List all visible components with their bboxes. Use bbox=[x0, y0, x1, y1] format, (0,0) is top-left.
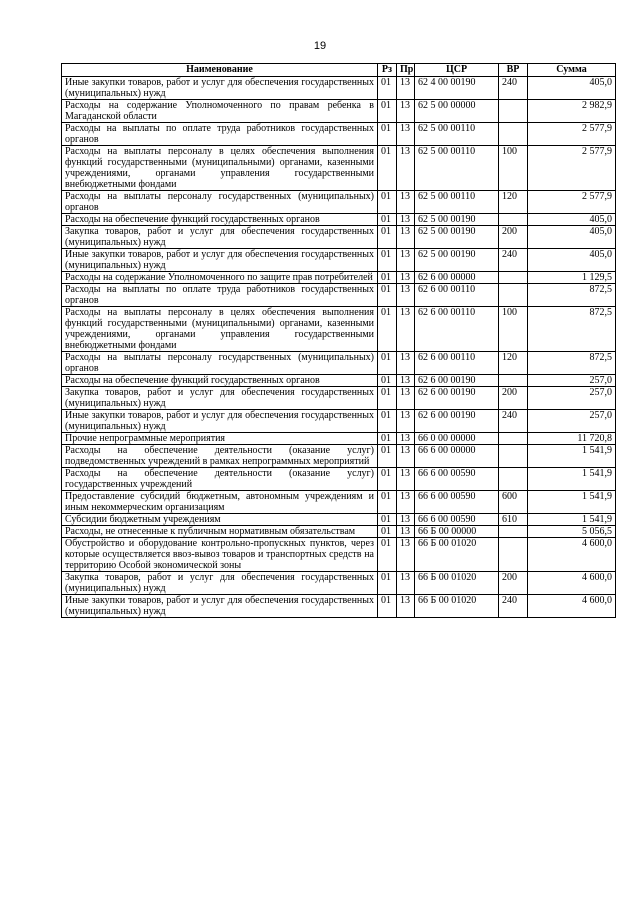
cell-name: Расходы на содержание Уполномоченного по правам ребенка в Магаданской области bbox=[62, 100, 378, 123]
cell-sum: 257,0 bbox=[528, 387, 616, 410]
table-row bbox=[62, 146, 616, 191]
cell-sum: 405,0 bbox=[528, 249, 616, 272]
cell-rz: 01 bbox=[378, 249, 397, 272]
cell-rz: 01 bbox=[378, 538, 397, 572]
cell-name: Расходы на выплаты персоналу в целях обеспечения выполнения функций государственными (муниципальными) органами, казенными учреждениями, органами управления государственными внебюджетными фондами bbox=[62, 307, 378, 352]
table-row bbox=[62, 272, 616, 284]
cell-pr: 13 bbox=[397, 226, 415, 249]
cell-pr: 13 bbox=[397, 249, 415, 272]
cell-rz: 01 bbox=[378, 387, 397, 410]
cell-sum: 4 600,0 bbox=[528, 538, 616, 572]
cell-vr: 120 bbox=[499, 191, 528, 214]
table-row bbox=[62, 249, 616, 272]
cell-sum: 1 129,5 bbox=[528, 272, 616, 284]
cell-name: Субсидии бюджетным учреждениям bbox=[62, 514, 378, 526]
cell-csr: 62 6 00 00190 bbox=[415, 410, 499, 433]
cell-rz: 01 bbox=[378, 433, 397, 445]
cell-pr: 13 bbox=[397, 272, 415, 284]
cell-vr: 600 bbox=[499, 491, 528, 514]
header-rz: Рз bbox=[378, 64, 397, 77]
table-row bbox=[62, 307, 616, 352]
cell-pr: 13 bbox=[397, 375, 415, 387]
cell-sum: 405,0 bbox=[528, 77, 616, 100]
cell-pr: 13 bbox=[397, 387, 415, 410]
cell-csr: 62 5 00 00110 bbox=[415, 146, 499, 191]
cell-rz: 01 bbox=[378, 214, 397, 226]
cell-sum: 405,0 bbox=[528, 226, 616, 249]
cell-pr: 13 bbox=[397, 468, 415, 491]
cell-vr bbox=[499, 272, 528, 284]
cell-rz: 01 bbox=[378, 526, 397, 538]
cell-vr bbox=[499, 100, 528, 123]
cell-name: Закупка товаров, работ и услуг для обеспечения государственных (муниципальных) нужд bbox=[62, 387, 378, 410]
table-row bbox=[62, 387, 616, 410]
cell-csr: 66 0 00 00000 bbox=[415, 433, 499, 445]
cell-sum: 11 720,8 bbox=[528, 433, 616, 445]
table-row bbox=[62, 352, 616, 375]
cell-csr: 62 5 00 00000 bbox=[415, 100, 499, 123]
cell-rz: 01 bbox=[378, 272, 397, 284]
cell-sum: 1 541,9 bbox=[528, 445, 616, 468]
budget-table bbox=[61, 63, 616, 618]
cell-pr: 13 bbox=[397, 491, 415, 514]
cell-name: Расходы на выплаты персоналу государственных (муниципальных) органов bbox=[62, 191, 378, 214]
cell-sum: 1 541,9 bbox=[528, 468, 616, 491]
cell-rz: 01 bbox=[378, 410, 397, 433]
cell-vr: 200 bbox=[499, 226, 528, 249]
cell-name: Закупка товаров, работ и услуг для обеспечения государственных (муниципальных) нужд bbox=[62, 226, 378, 249]
table-row bbox=[62, 491, 616, 514]
cell-pr: 13 bbox=[397, 445, 415, 468]
cell-pr: 13 bbox=[397, 284, 415, 307]
header-pr: Пр bbox=[397, 64, 415, 77]
table-row bbox=[62, 375, 616, 387]
cell-name: Расходы на выплаты по оплате труда работников государственных органов bbox=[62, 284, 378, 307]
cell-rz: 01 bbox=[378, 123, 397, 146]
cell-vr bbox=[499, 538, 528, 572]
cell-csr: 62 5 00 00110 bbox=[415, 191, 499, 214]
cell-name: Расходы на обеспечение деятельности (оказание услуг) государственных учреждений bbox=[62, 468, 378, 491]
cell-rz: 01 bbox=[378, 146, 397, 191]
cell-sum: 1 541,9 bbox=[528, 491, 616, 514]
cell-name: Закупка товаров, работ и услуг для обеспечения государственных (муниципальных) нужд bbox=[62, 572, 378, 595]
header-csr: ЦСР bbox=[415, 64, 499, 77]
cell-vr bbox=[499, 284, 528, 307]
cell-rz: 01 bbox=[378, 77, 397, 100]
cell-sum: 2 577,9 bbox=[528, 146, 616, 191]
table-header bbox=[62, 64, 616, 77]
cell-vr bbox=[499, 214, 528, 226]
cell-name: Расходы на содержание Уполномоченного по защите прав потребителей bbox=[62, 272, 378, 284]
cell-vr bbox=[499, 375, 528, 387]
cell-pr: 13 bbox=[397, 433, 415, 445]
cell-csr: 62 6 00 00190 bbox=[415, 375, 499, 387]
cell-name: Иные закупки товаров, работ и услуг для обеспечения государственных (муниципальных) нужд bbox=[62, 249, 378, 272]
table-row bbox=[62, 538, 616, 572]
header-vr: ВР bbox=[499, 64, 528, 77]
cell-pr: 13 bbox=[397, 410, 415, 433]
cell-csr: 62 6 00 00000 bbox=[415, 272, 499, 284]
cell-vr bbox=[499, 123, 528, 146]
table-row bbox=[62, 123, 616, 146]
cell-vr bbox=[499, 445, 528, 468]
cell-csr: 66 Б 00 01020 bbox=[415, 595, 499, 618]
cell-rz: 01 bbox=[378, 191, 397, 214]
cell-sum: 2 577,9 bbox=[528, 191, 616, 214]
cell-pr: 13 bbox=[397, 352, 415, 375]
cell-vr: 100 bbox=[499, 146, 528, 191]
cell-vr: 200 bbox=[499, 387, 528, 410]
cell-vr bbox=[499, 468, 528, 491]
cell-sum: 872,5 bbox=[528, 307, 616, 352]
page-number: 19 bbox=[313, 40, 327, 52]
cell-rz: 01 bbox=[378, 352, 397, 375]
cell-pr: 13 bbox=[397, 100, 415, 123]
cell-pr: 13 bbox=[397, 538, 415, 572]
table-row bbox=[62, 77, 616, 100]
header-sum: Сумма bbox=[528, 64, 616, 77]
cell-name: Расходы на выплаты персоналу государственных (муниципальных) органов bbox=[62, 352, 378, 375]
cell-csr: 66 Б 00 01020 bbox=[415, 538, 499, 572]
table-row bbox=[62, 595, 616, 618]
header-row bbox=[62, 64, 616, 77]
cell-pr: 13 bbox=[397, 77, 415, 100]
cell-sum: 1 541,9 bbox=[528, 514, 616, 526]
cell-name: Расходы на выплаты персоналу в целях обеспечения выполнения функций государственными (муниципальными) органами, казенными учреждениями, органами управления государственными внебюджетными фондами bbox=[62, 146, 378, 191]
cell-sum: 2 982,9 bbox=[528, 100, 616, 123]
cell-csr: 62 6 00 00190 bbox=[415, 387, 499, 410]
table-row bbox=[62, 526, 616, 538]
cell-vr bbox=[499, 526, 528, 538]
cell-rz: 01 bbox=[378, 226, 397, 249]
cell-name: Расходы на выплаты по оплате труда работников государственных органов bbox=[62, 123, 378, 146]
cell-name: Прочие непрограммные мероприятия bbox=[62, 433, 378, 445]
cell-sum: 872,5 bbox=[528, 352, 616, 375]
table-row bbox=[62, 445, 616, 468]
cell-rz: 01 bbox=[378, 375, 397, 387]
cell-rz: 01 bbox=[378, 445, 397, 468]
cell-name: Иные закупки товаров, работ и услуг для обеспечения государственных (муниципальных) нужд bbox=[62, 77, 378, 100]
cell-pr: 13 bbox=[397, 191, 415, 214]
cell-vr: 240 bbox=[499, 595, 528, 618]
table-row bbox=[62, 100, 616, 123]
table-row bbox=[62, 572, 616, 595]
cell-vr bbox=[499, 433, 528, 445]
cell-name: Иные закупки товаров, работ и услуг для обеспечения государственных (муниципальных) нужд bbox=[62, 410, 378, 433]
cell-csr: 62 6 00 00110 bbox=[415, 352, 499, 375]
cell-name: Расходы на обеспечение функций государственных органов bbox=[62, 375, 378, 387]
cell-csr: 66 6 00 00590 bbox=[415, 468, 499, 491]
cell-sum: 405,0 bbox=[528, 214, 616, 226]
cell-rz: 01 bbox=[378, 100, 397, 123]
cell-vr: 240 bbox=[499, 249, 528, 272]
cell-vr: 240 bbox=[499, 410, 528, 433]
cell-rz: 01 bbox=[378, 491, 397, 514]
cell-pr: 13 bbox=[397, 146, 415, 191]
cell-csr: 66 Б 00 01020 bbox=[415, 572, 499, 595]
cell-pr: 13 bbox=[397, 526, 415, 538]
cell-vr: 200 bbox=[499, 572, 528, 595]
cell-rz: 01 bbox=[378, 572, 397, 595]
cell-name: Обустройство и оборудование контрольно-пропускных пунктов, через которые осуществляется ввоз-вывоз товаров и транспортных средств на территорию Особой экономической зоны bbox=[62, 538, 378, 572]
cell-vr: 240 bbox=[499, 77, 528, 100]
cell-sum: 257,0 bbox=[528, 410, 616, 433]
table-row bbox=[62, 433, 616, 445]
table-row bbox=[62, 410, 616, 433]
table-row bbox=[62, 514, 616, 526]
cell-rz: 01 bbox=[378, 284, 397, 307]
cell-csr: 62 5 00 00190 bbox=[415, 214, 499, 226]
cell-csr: 66 6 00 00000 bbox=[415, 445, 499, 468]
table-row bbox=[62, 191, 616, 214]
header-name: Наименование bbox=[62, 64, 378, 77]
cell-sum: 4 600,0 bbox=[528, 572, 616, 595]
table-row bbox=[62, 214, 616, 226]
cell-name: Расходы на обеспечение деятельности (оказание услуг) подведомственных учреждений в рамках непрограммных мероприятий bbox=[62, 445, 378, 468]
cell-rz: 01 bbox=[378, 468, 397, 491]
cell-vr: 120 bbox=[499, 352, 528, 375]
cell-pr: 13 bbox=[397, 123, 415, 146]
cell-csr: 66 6 00 00590 bbox=[415, 514, 499, 526]
table-row bbox=[62, 284, 616, 307]
table-row bbox=[62, 468, 616, 491]
cell-csr: 66 Б 00 00000 bbox=[415, 526, 499, 538]
cell-csr: 62 6 00 00110 bbox=[415, 284, 499, 307]
cell-csr: 62 5 00 00190 bbox=[415, 249, 499, 272]
cell-csr: 66 6 00 00590 bbox=[415, 491, 499, 514]
cell-pr: 13 bbox=[397, 514, 415, 526]
cell-vr: 610 bbox=[499, 514, 528, 526]
cell-pr: 13 bbox=[397, 307, 415, 352]
cell-name: Иные закупки товаров, работ и услуг для обеспечения государственных (муниципальных) нужд bbox=[62, 595, 378, 618]
cell-pr: 13 bbox=[397, 595, 415, 618]
cell-name: Предоставление субсидий бюджетным, автономным учреждениям и иным некоммерческим организациям bbox=[62, 491, 378, 514]
cell-csr: 62 5 00 00110 bbox=[415, 123, 499, 146]
cell-sum: 257,0 bbox=[528, 375, 616, 387]
cell-name: Расходы, не отнесенные к публичным нормативным обязательствам bbox=[62, 526, 378, 538]
cell-csr: 62 6 00 00110 bbox=[415, 307, 499, 352]
cell-rz: 01 bbox=[378, 514, 397, 526]
table-row bbox=[62, 226, 616, 249]
cell-rz: 01 bbox=[378, 307, 397, 352]
cell-pr: 13 bbox=[397, 572, 415, 595]
cell-sum: 872,5 bbox=[528, 284, 616, 307]
cell-sum: 5 056,5 bbox=[528, 526, 616, 538]
cell-sum: 4 600,0 bbox=[528, 595, 616, 618]
cell-vr: 100 bbox=[499, 307, 528, 352]
cell-csr: 62 5 00 00190 bbox=[415, 226, 499, 249]
cell-name: Расходы на обеспечение функций государственных органов bbox=[62, 214, 378, 226]
table-body bbox=[62, 77, 616, 618]
cell-rz: 01 bbox=[378, 595, 397, 618]
cell-csr: 62 4 00 00190 bbox=[415, 77, 499, 100]
cell-sum: 2 577,9 bbox=[528, 123, 616, 146]
cell-pr: 13 bbox=[397, 214, 415, 226]
